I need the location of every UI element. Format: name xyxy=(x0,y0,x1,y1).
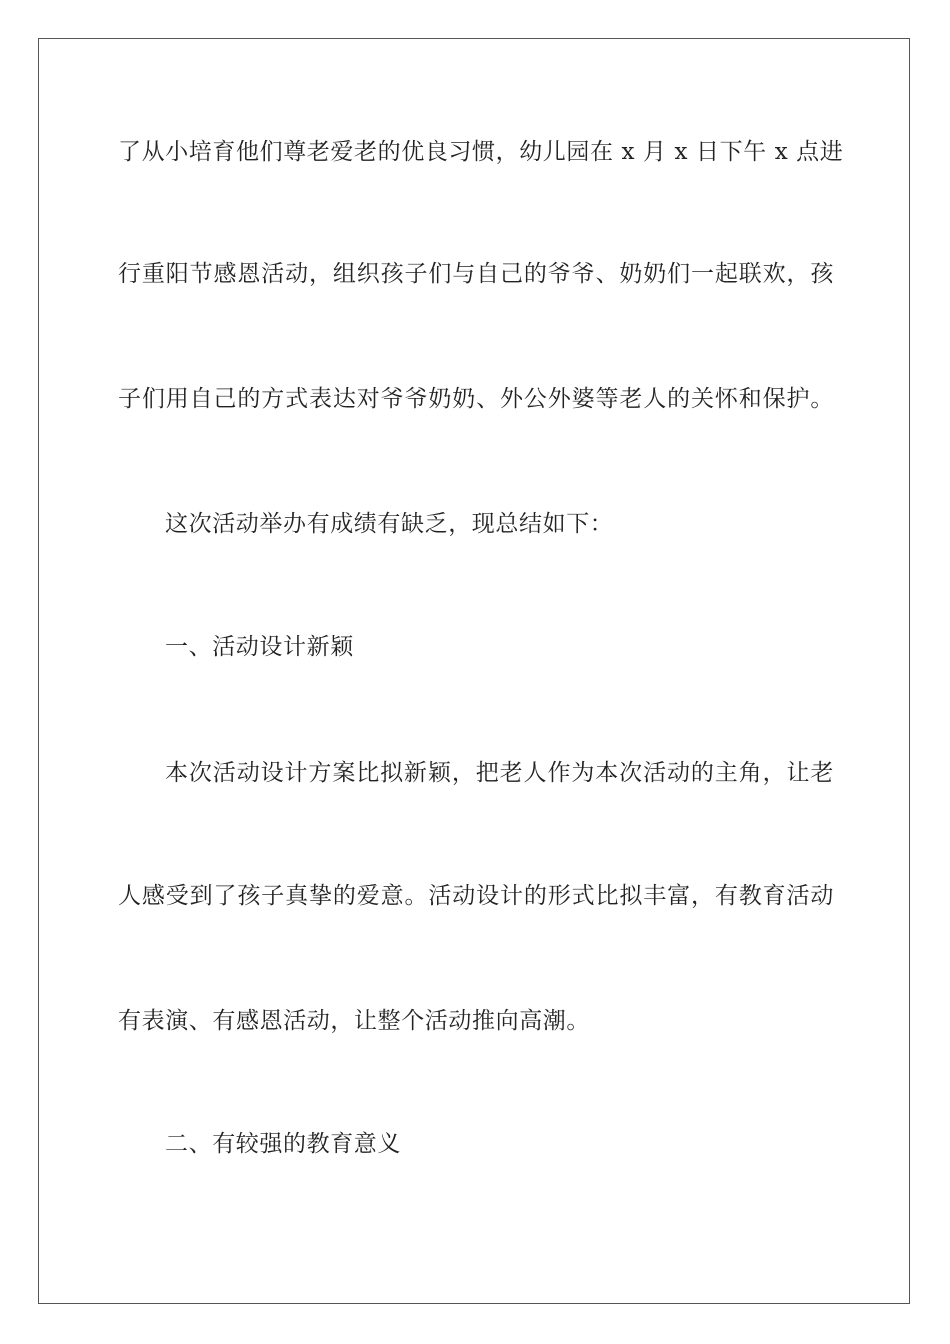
section-heading-1: 一、活动设计新颖 xyxy=(165,634,354,660)
section-heading-2: 二、有较强的教育意义 xyxy=(165,1131,401,1157)
paragraph-3-line-3: 有表演、有感恩活动，让整个活动推向高潮。 xyxy=(118,1008,590,1034)
paragraph-2-line-1: 这次活动举办有成绩有缺乏，现总结如下： xyxy=(165,511,614,537)
paragraph-3-line-2: 人感受到了孩子真挚的爱意。活动设计的形式比拟丰富，有教育活动 xyxy=(118,883,834,909)
paragraph-3-line-1: 本次活动设计方案比拟新颖，把老人作为本次活动的主角，让老 xyxy=(165,760,834,786)
paragraph-1-line-2: 行重阳节感恩活动，组织孩子们与自己的爷爷、奶奶们一起联欢，孩 xyxy=(118,261,834,287)
paragraph-1-line-1: 了从小培育他们尊老爱老的优良习惯，幼儿园在 x 月 x 日下午 x 点进 xyxy=(118,139,844,165)
page-border xyxy=(38,38,910,1304)
paragraph-1-line-3: 子们用自己的方式表达对爷爷奶奶、外公外婆等老人的关怀和保护。 xyxy=(118,386,834,412)
